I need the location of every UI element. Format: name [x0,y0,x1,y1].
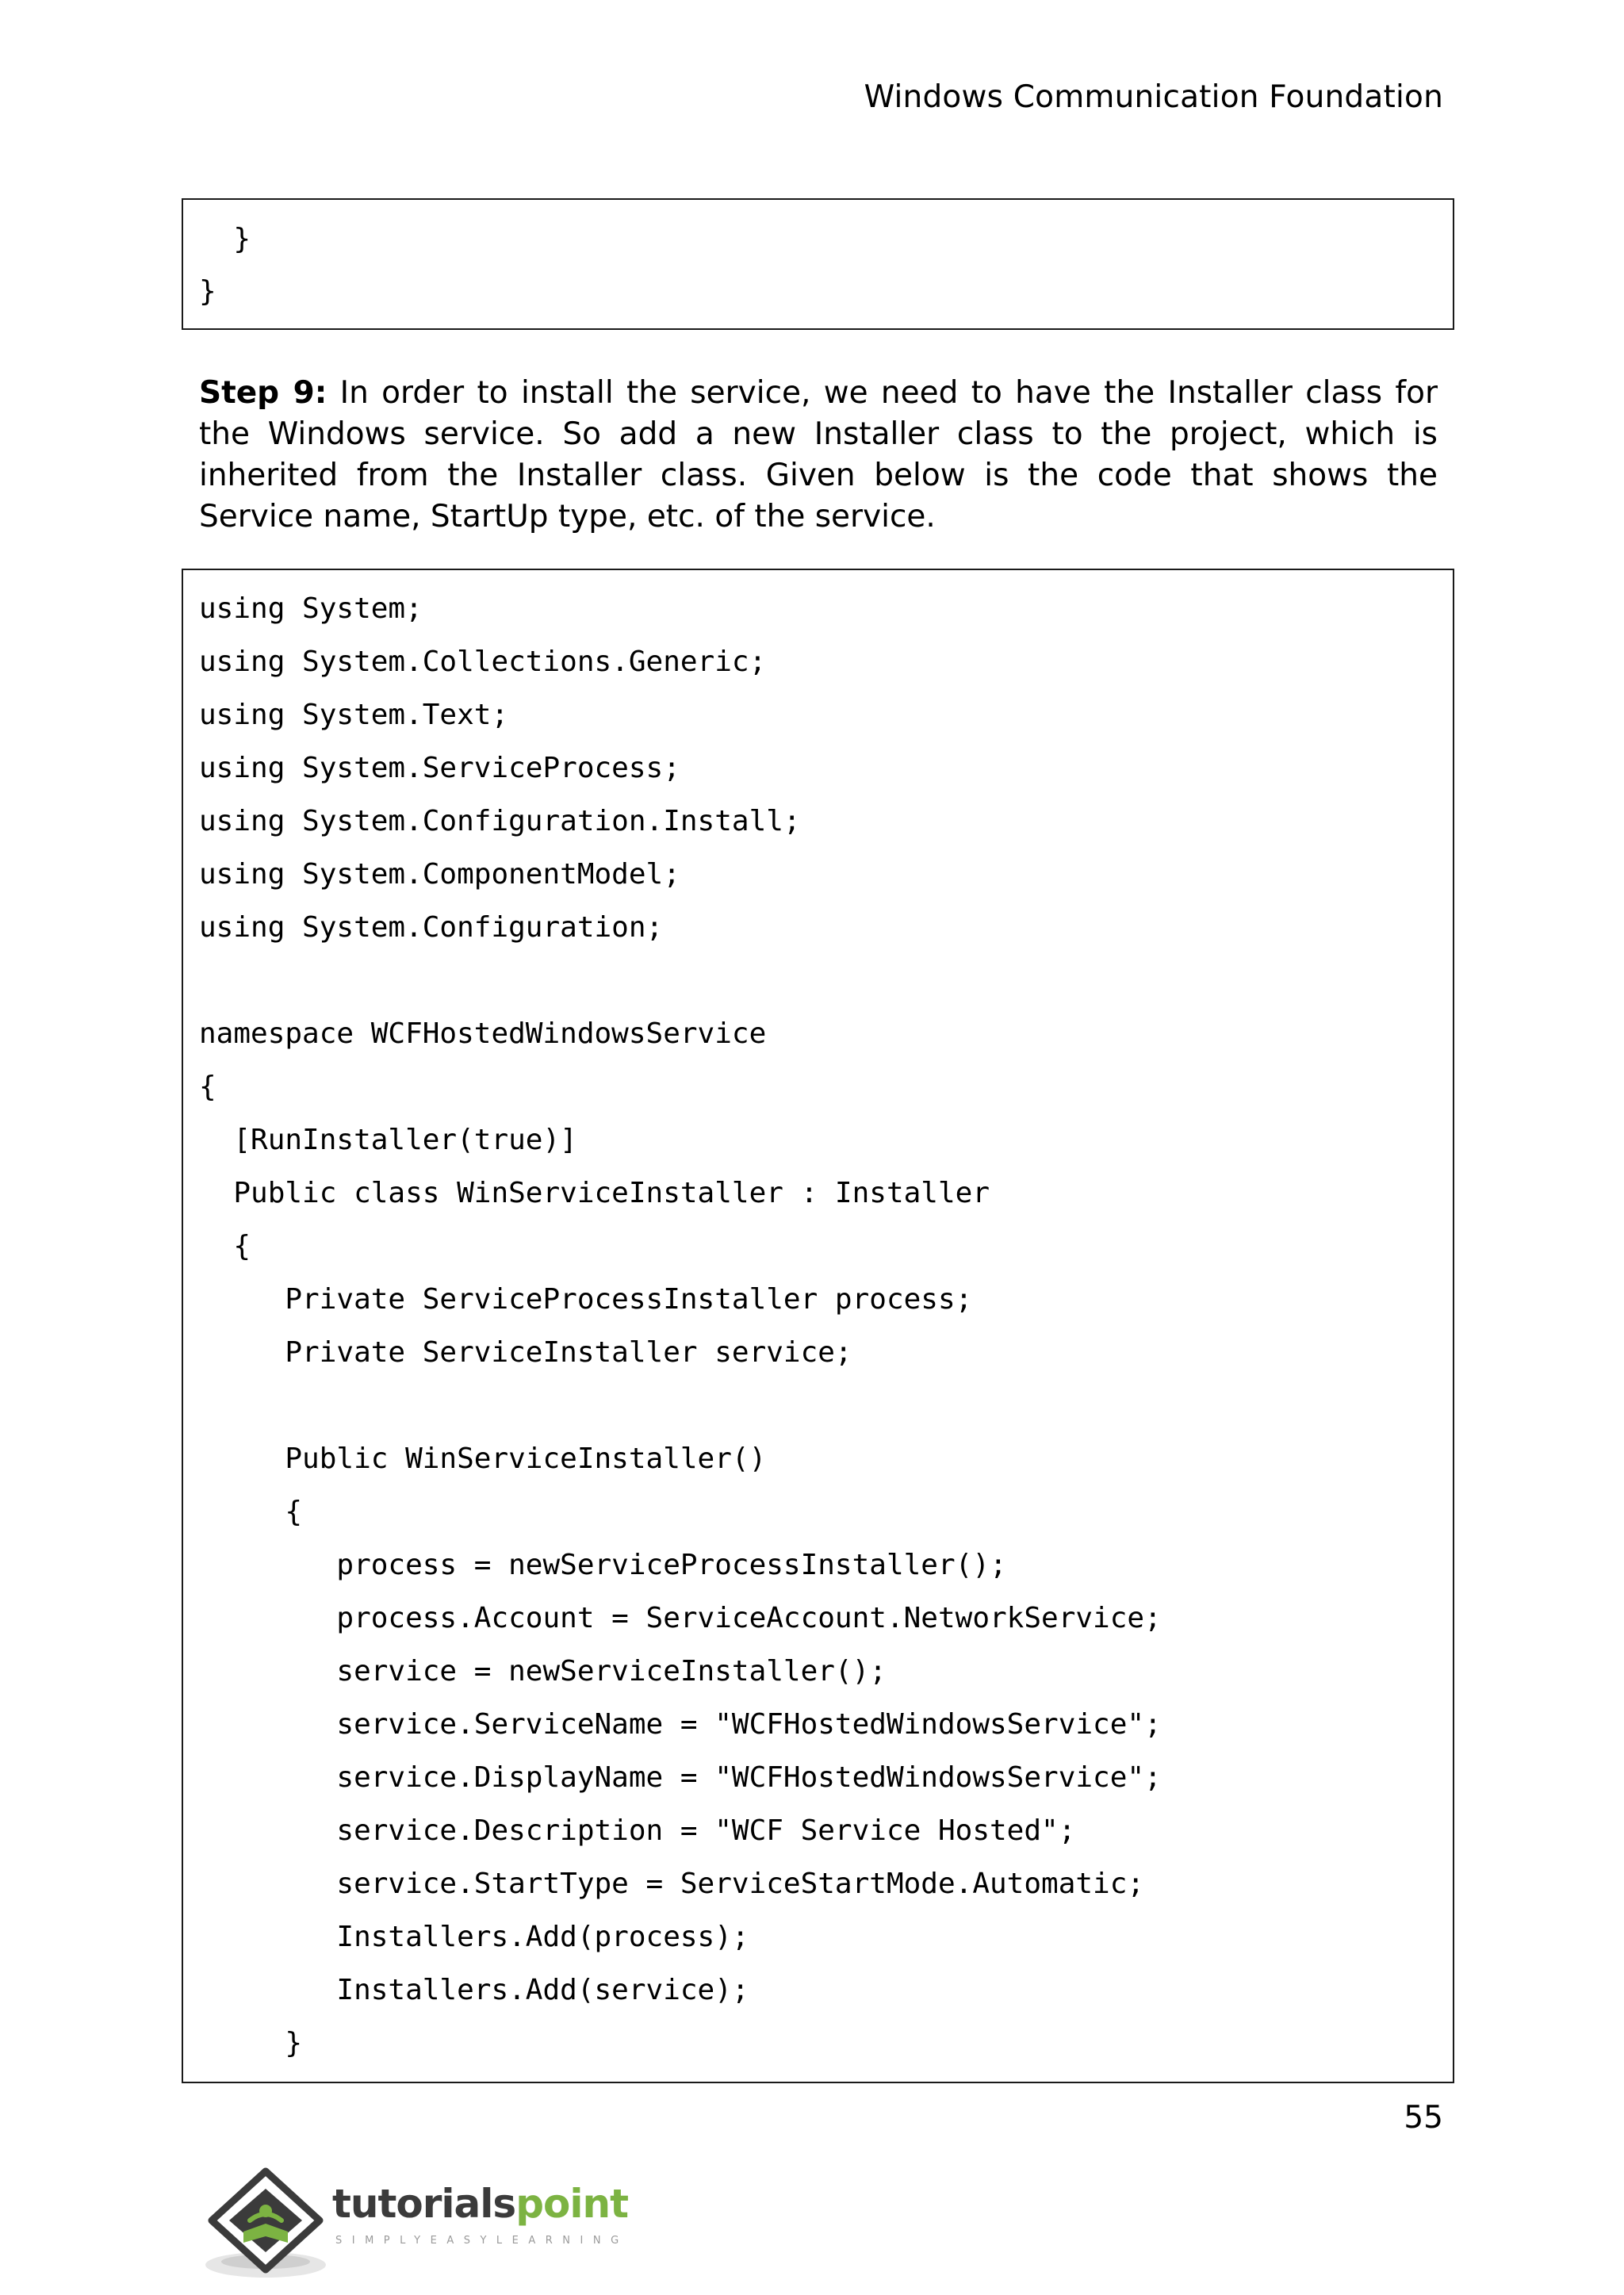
code-line: } [199,2027,303,2059]
logo-wordmark [332,2181,628,2227]
logo-tagline: SIMPLYEASYLEARNING [335,2235,629,2247]
code-line: process.Account = ServiceAccount.NetworkService; [199,1602,1162,1634]
code-line: service.ServiceName = "WCFHostedWindowsService"; [199,1708,1162,1741]
logo-name-part1: tutorials [332,2181,516,2227]
code-line: using System.Collections.Generic; [199,646,767,678]
code-line: { [199,1496,303,1528]
code-line: using System.Configuration.Install; [199,805,801,837]
code-line: { [199,1071,216,1103]
running-header: Windows Communication Foundation [864,79,1443,115]
code-line: Private ServiceProcessInstaller process; [199,1283,973,1316]
step-text: In order to install the service, we need to have the Installer class for the Windows service. So add a new Installer class to the project, which is inherited from the Installer class. Given below is the code that shows the Service name, StartUp type, etc. of the service. [199,375,1438,534]
code-line: namespace WCFHostedWindowsService [199,1017,767,1050]
logo-name-part2: point [515,2181,628,2227]
page-number: 55 [1404,2100,1443,2136]
code-line: service.Description = "WCF Service Hosted"; [199,1814,1076,1847]
code-line: { [199,1230,251,1262]
code-line: using System.ComponentModel; [199,858,680,891]
code-line: using System; [199,592,423,625]
code-block-continued [182,198,1454,330]
code-line [183,1379,1453,1432]
code-line: [RunInstaller(true)] [199,1124,577,1156]
code-line: } [199,223,251,255]
code-line: using System.ServiceProcess; [199,752,680,784]
code-line: using System.Configuration; [199,911,664,944]
code-line: Public class WinServiceInstaller : Installer [199,1177,990,1209]
code-line: service.StartType = ServiceStartMode.Automatic; [199,1868,1145,1900]
code-line: Public WinServiceInstaller() [199,1443,767,1475]
code-line: Private ServiceInstaller service; [199,1336,852,1369]
publisher-logo [202,2165,662,2284]
code-block-installer [182,569,1454,2083]
code-line: } [199,275,216,308]
step-label: Step 9: [199,375,327,411]
code-line: service = newServiceInstaller(); [199,1655,887,1688]
code-line: using System.Text; [199,699,509,731]
code-line: service.DisplayName = "WCFHostedWindowsService"; [199,1761,1162,1794]
code-line [183,954,1453,1007]
step-9-paragraph [199,373,1438,538]
code-line: Installers.Add(process); [199,1921,749,1953]
code-line: process = newServiceProcessInstaller(); [199,1549,1007,1581]
tutorialspoint-logo-icon [202,2165,329,2284]
code-line: Installers.Add(service); [199,1974,749,2006]
